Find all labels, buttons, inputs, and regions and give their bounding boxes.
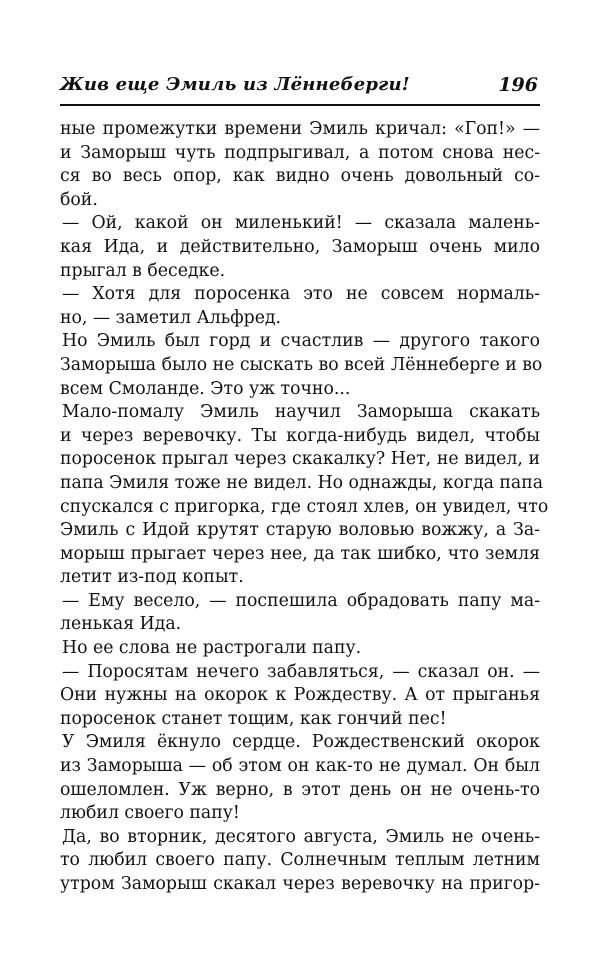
text-line: поросенок прыгал через скакалку? Нет, не видел, и [60,449,540,470]
text-line: — Хотя для поросенка это не совсем нормаль- [62,284,540,305]
text-line: Заморыша было не сыскать во всей Лённеберге и во [60,354,543,375]
paragraph [60,330,543,401]
text-line: то любил своего папу. Солнечным теплым летним [60,850,540,871]
text-line: из Заморыша — об этом он как-то не думал. Он был [60,756,540,777]
text-line: кая Ида, и действительно, Заморыш очень мило [60,236,540,257]
text-line: спускался с пригорка, где стоял хлев, он увидел, что [60,496,549,517]
paragraph [60,283,540,330]
text-line: — Ему весело, — поспешила обрадовать папу ма- [62,590,540,611]
paragraph [60,118,540,212]
text-line: утром Заморыш скакал через веревочку на пригор- [60,874,540,894]
text-line: Но Эмиль был горд и счастлив — другого такого [62,331,540,352]
paragraph [60,637,540,661]
text-line: но, — заметил Альфред. [60,307,282,328]
paragraph [60,590,540,637]
text-line: и через веревочку. Ты когда-нибудь видел, чтобы [60,425,540,446]
text-line: поросенок станет тощим, как гончий пес! [60,708,447,729]
text-line: Мало-помалу Эмиль научил Заморыша скакать [62,402,540,423]
text-line: морыш прыгает через нее, да так шибко, что земля [60,543,540,564]
text-line: всем Смоланде. Это уж точно... [60,378,351,399]
paragraph [60,212,540,283]
text-line: ошеломлен. Уж верно, в этот день он не очень-то [60,779,540,800]
body-text [60,118,549,897]
text-line: и Заморыш чуть подпрыгивал, а потом снова нес- [60,142,540,163]
text-line: летит из-под копыт. [60,567,244,588]
running-title: Жив еще Эмиль из Лённеберги! [60,74,410,95]
header-rule [60,104,540,106]
text-line: Да, во вторник, десятого августа, Эмиль не очень- [62,826,540,847]
text-line: — Поросятам нечего забавляться, — сказал он. — [62,661,540,682]
page-number: 196 [498,74,538,96]
paragraph [60,401,549,590]
text-line: Эмиль с Идой крутят старую воловью вожжу, а За- [60,520,540,541]
text-line: — Ой, какой он миленький! — сказала малень- [62,213,540,234]
text-line: бой. [60,189,98,210]
paragraph [60,826,540,897]
page-header [60,72,538,102]
text-line: У Эмиля ёкнуло сердце. Рождественский окорок [62,732,540,753]
text-line: любил своего папу! [60,803,240,824]
text-line: ся во весь опор, как видно очень довольный со- [60,166,540,187]
text-line: прыгал в беседке. [60,260,226,281]
text-line: Но ее слова не растрогали папу. [62,638,362,659]
text-line: папа Эмиля тоже не видел. Но однажды, когда папа [60,472,544,493]
paragraph [60,661,540,732]
text-line: ленькая Ида. [60,614,182,635]
text-line: Они нужны на окорок к Рождеству. А от прыганья [60,685,540,706]
paragraph [60,731,540,825]
text-line: ные промежутки времени Эмиль кричал: «Гоп!» — [60,119,540,139]
